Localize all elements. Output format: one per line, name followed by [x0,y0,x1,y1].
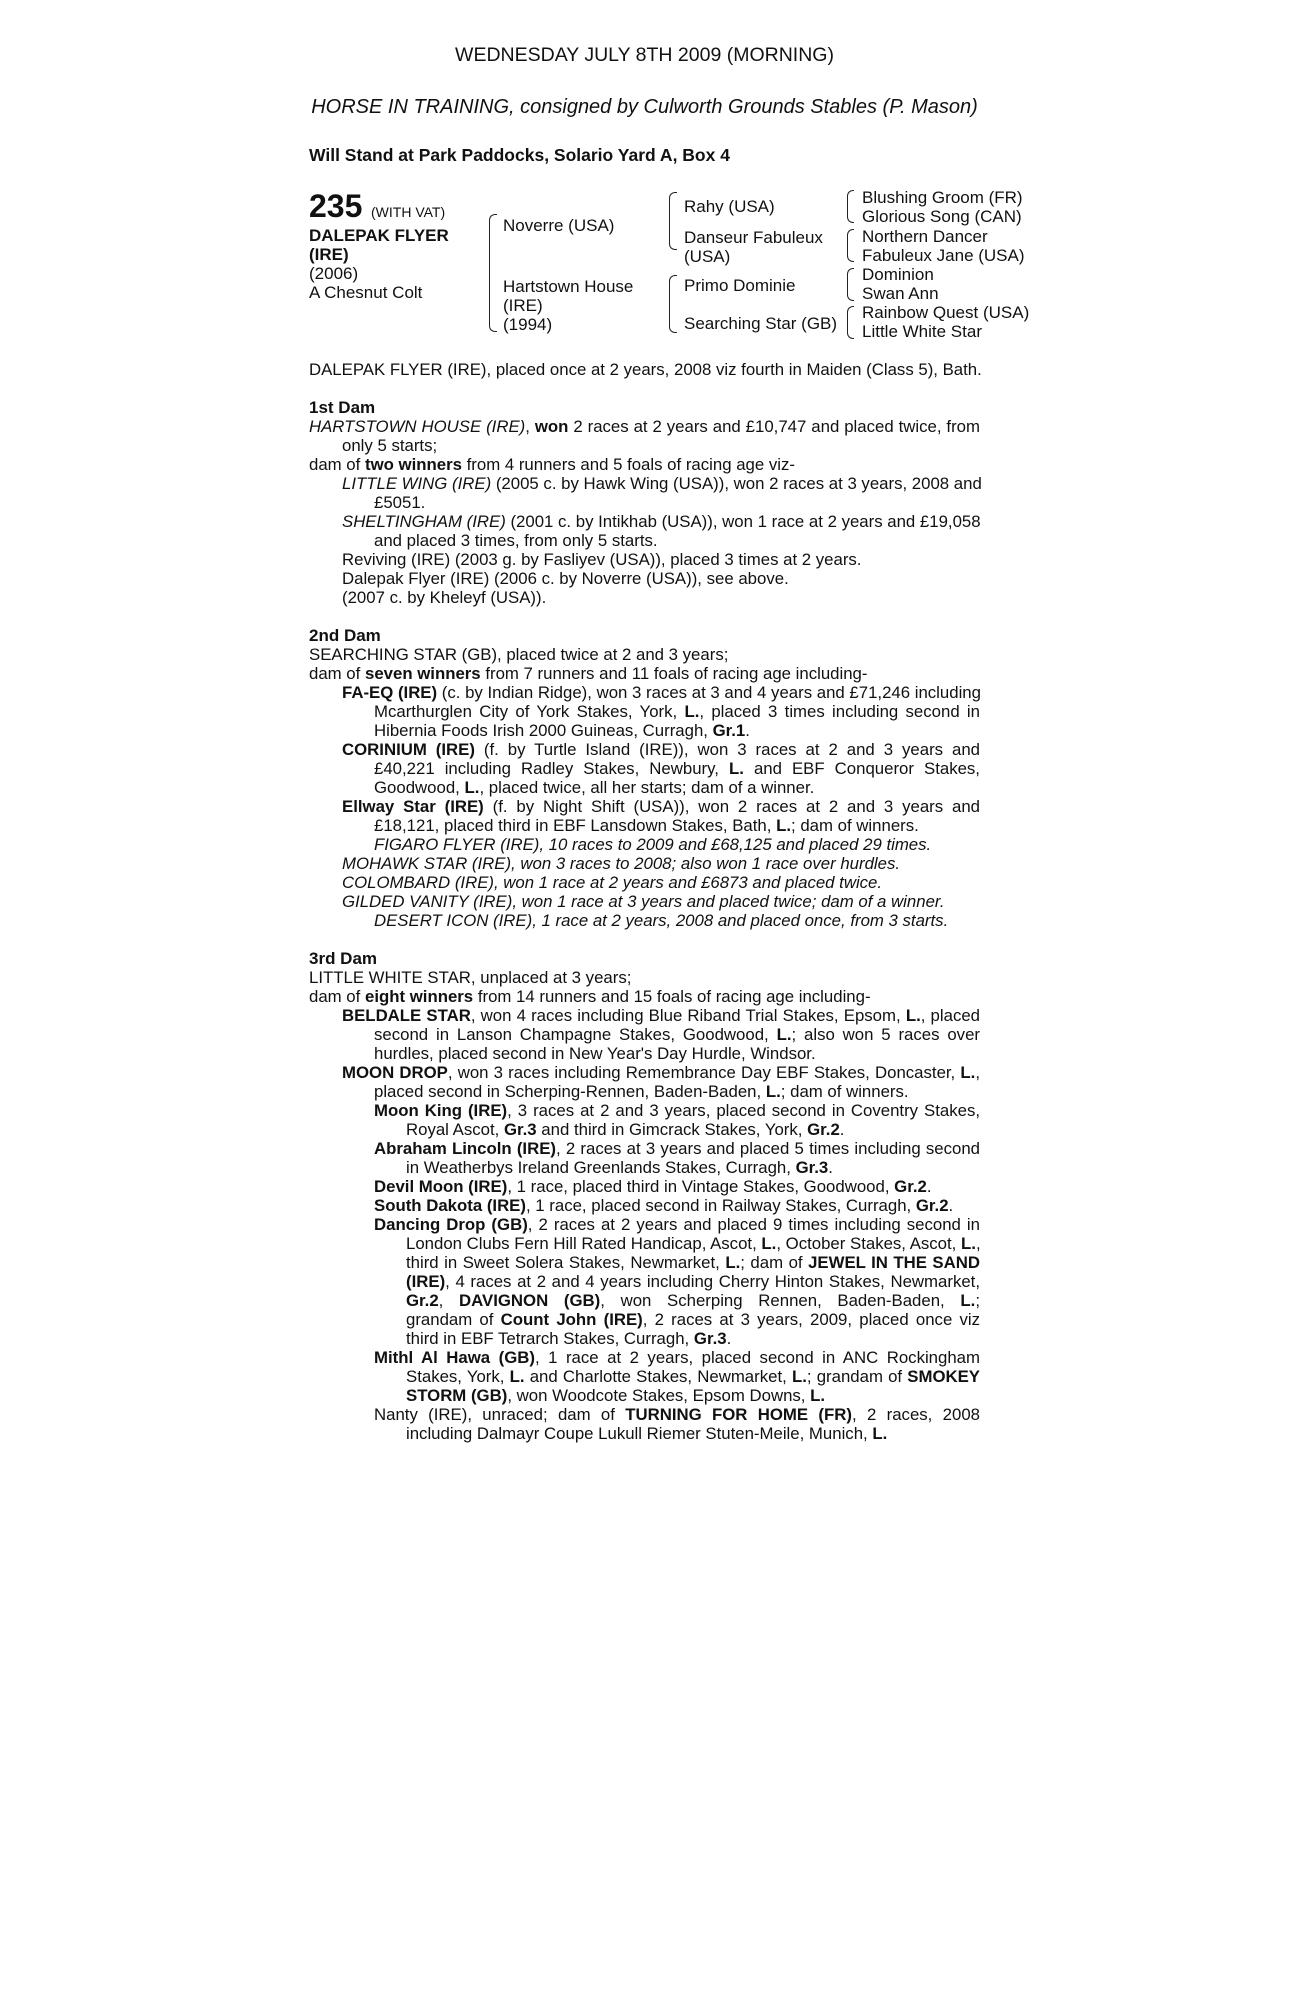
race-grade: L. [725,1253,741,1272]
text-fragment: . [926,1177,932,1196]
produce-entry: MOHAWK STAR (IRE), won 3 races to 2008; also won 1 race over hurdles. [342,854,901,873]
produce-entry [309,1253,980,1272]
text-fragment: ; dam of winners. [780,1082,909,1101]
produce-name: Abraham Lincoln (IRE) [374,1139,556,1158]
text-fragment: and EBF Conqueror Stakes, [753,759,980,778]
race-grade: L. [872,1424,888,1443]
race-grade: L. [684,702,700,721]
text-fragment: (c. by Indian Ridge), won 3 races at 3 and 4 years and £71,246 including [441,683,981,702]
produce-entry [309,1272,980,1291]
produce-entry [309,1006,980,1025]
consignment-line: HORSE IN TRAINING, consigned by Culworth Grounds Stables (P. Mason) [311,96,978,118]
first-dam-line [309,417,980,436]
race-grade: Gr.3 [795,1158,829,1177]
text-fragment: , 2 races at 3 years and placed 5 times including second [555,1139,980,1158]
text-fragment: . [726,1329,732,1348]
produce-entry: Reviving (IRE) (2003 g. by Fasliyev (USA)), placed 3 times at 2 years. [342,550,862,569]
produce-entry: FIGARO FLYER (IRE), 10 races to 2009 and £68,125 and placed 29 times. [374,835,932,854]
text-fragment: 2 races at 2 years and £10,747 and placed twice, from [573,417,980,436]
pedigree-brace-sire [669,192,677,250]
produce-entry [309,474,980,493]
race-grade: L. [761,1234,777,1253]
text-fragment: Stakes, York, [406,1367,505,1386]
produce-name: Ellway Star (IRE) [342,797,484,816]
produce-name: LITTLE WING (IRE) [342,474,492,493]
text-fragment: , placed 3 times including second in [699,702,980,721]
produce-entry [309,1063,980,1082]
race-grade: L. [464,778,480,797]
produce-entry [309,1405,980,1424]
produce-name: Moon King (IRE) [374,1101,508,1120]
race-grade: L. [791,1367,807,1386]
produce-entry [309,816,980,835]
produce-entry [309,1329,980,1348]
pedigree-g4: Fabuleux Jane (USA) [862,246,1025,265]
race-grade: L. [960,1291,976,1310]
race-grade: Gr.3 [693,1329,727,1348]
text-fragment: dam of [309,987,361,1006]
produce-name: FA-EQ (IRE) [342,683,438,702]
produce-name: SHELTINGHAM (IRE) [342,512,506,531]
race-grade: L. [776,816,792,835]
produce-entry: DESERT ICON (IRE), 1 race at 2 years, 2008 and placed once, from 3 starts. [374,911,949,930]
text-fragment: , won Woodcote Stakes, Epsom Downs, [507,1386,806,1405]
produce-entry [309,702,980,721]
first-dam-line: only 5 starts; [342,436,438,455]
produce-entry [309,778,980,797]
pedigree-brace-main [489,214,497,332]
pedigree-brace-g4 [847,306,854,339]
produce-entry [309,797,980,816]
text-fragment: (f. by Turtle Island (IRE)), won 3 races at 2 and 3 years and [483,740,980,759]
produce-entry: £5051. [374,493,426,512]
text-fragment: dam of [309,664,361,683]
horse-name-line2: (IRE) [309,245,349,264]
first-dam-line [309,455,980,474]
winner-count: seven winners [364,664,481,683]
race-grade: L. [905,1006,921,1025]
race-grade: L. [509,1367,525,1386]
text-fragment: , 1 race at 2 years, placed second in ANC Rockingham [534,1348,980,1367]
produce-name: Dancing Drop (GB) [374,1215,528,1234]
produce-entry [309,1310,980,1329]
third-dam-heading: 3rd Dam [309,949,378,968]
text-fragment: , October Stakes, Ascot, [776,1234,957,1253]
text-fragment: , won Scherping Rennen, Baden-Baden, [600,1291,945,1310]
text-fragment: , 1 race, placed second in Railway Stakes, Curragh, [525,1196,912,1215]
race-grade: Gr.2 [807,1120,840,1139]
text-fragment: Hibernia Foods Irish 2000 Guineas, Curragh, [374,721,708,740]
produce-entry: Dalepak Flyer (IRE) (2006 c. by Noverre (USA)), see above. [342,569,789,588]
text-fragment: , 2 races at 3 years, 2009, placed once viz [642,1310,980,1329]
text-fragment: , [975,1063,981,1082]
text-fragment: . [828,1158,833,1177]
text-fragment: in Weatherbys Ireland Greenlands Stakes, Curragh, [406,1158,791,1177]
first-dam-heading: 1st Dam [309,398,376,417]
produce-entry [309,1177,980,1196]
race-grade: L. [961,1234,976,1253]
race-grade: Gr.2 [894,1177,927,1196]
text-fragment: , 1 race, placed third in Vintage Stakes, Goodwood, [507,1177,890,1196]
produce-name: South Dakota (IRE) [374,1196,526,1215]
second-dam-line: SEARCHING STAR (GB), placed twice at 2 and 3 years; [309,645,729,664]
produce-entry [309,721,980,740]
race-grade: L. [765,1082,781,1101]
produce-entry: GILDED VANITY (IRE), won 1 race at 3 years and placed twice; dam of a winner. [342,892,945,911]
text-fragment: ; dam of winners. [791,816,919,835]
foaling-year: (2006) [309,264,359,283]
text-fragment: , won 4 races including Blue Riband Trial Stakes, Epsom, [470,1006,901,1025]
text-fragment: second in Lanson Champagne Stakes, Goodwood, [374,1025,769,1044]
race-grade: Gr.2 [915,1196,949,1215]
pedigree-sire-sire: Rahy (USA) [684,197,775,216]
text-fragment: dam of [309,455,361,474]
text-fragment: third in Sweet Solera Stakes, Newmarket, [406,1253,720,1272]
text-fragment: from 4 runners and 5 foals of racing age viz- [466,455,795,474]
vat-note: (WITH VAT) [371,204,446,220]
text-fragment: ; [975,1291,980,1310]
produce-entry [309,1139,980,1158]
pedigree-sire-dam-line2: (USA) [684,247,731,266]
produce-entry [309,1386,980,1405]
pedigree-brace-g3 [847,268,854,301]
text-fragment: , won 3 races including Remembrance Day EBF Stakes, Doncaster, [447,1063,956,1082]
produce-entry: hurdles, placed second in New Year's Day Hurdle, Windsor. [374,1044,816,1063]
produce-name: MOON DROP [342,1063,448,1082]
won-label: won [534,417,569,436]
race-grade: L. [810,1386,826,1405]
pedigree-g2: Glorious Song (CAN) [862,207,1022,226]
produce-entry [309,1082,980,1101]
text-fragment: . [839,1120,845,1139]
race-grade: Gr.3 [503,1120,537,1139]
sale-date-header: WEDNESDAY JULY 8TH 2009 (MORNING) [455,44,834,66]
produce-entry [309,1348,980,1367]
text-fragment: £40,221 including Radley Stakes, Newbury, [374,759,719,778]
text-fragment: , 2 races, 2008 [851,1405,980,1424]
produce-entry [309,512,980,531]
produce-entry [309,759,980,778]
pedigree-g7: Rainbow Quest (USA) [862,303,1030,322]
text-fragment: , placed [920,1006,981,1025]
stand-location: Will Stand at Park Paddocks, Solario Yard A, Box 4 [309,145,730,165]
pedigree-g5: Dominion [862,265,934,284]
winner-count: eight winners [364,987,474,1006]
text-fragment: ; dam of [740,1253,803,1272]
pedigree-dam-dam: Searching Star (GB) [684,314,838,333]
text-fragment: £18,121, placed third in EBF Lansdown Stakes, Bath, [374,816,772,835]
text-fragment: Goodwood, [374,778,460,797]
produce-entry: and placed 3 times, from only 5 starts. [374,531,658,550]
winner-count: two winners [364,455,462,474]
text-fragment: from 14 runners and 15 foals of racing age including- [477,987,871,1006]
lot-number: 235 [309,188,363,224]
pedigree-dam-line1: Hartstown House [503,277,634,296]
dam-sections [309,398,980,1443]
produce-entry [309,1196,980,1215]
produce-entry: (2007 c. by Kheleyf (USA)). [342,588,547,607]
produce-entry [309,1367,980,1386]
produce-name: Mithl Al Hawa (GB) [374,1348,535,1367]
second-dam-heading: 2nd Dam [309,626,381,645]
race-grade: Gr.2 [406,1291,439,1310]
text-fragment: . [745,721,750,740]
pedigree-brace-g1 [847,190,854,223]
produce-name: BELDALE STAR [342,1006,471,1025]
text-fragment: placed second in Scherping-Rennen, Baden-Baden, [374,1082,762,1101]
text-fragment: , [438,1291,444,1310]
horse-name-line1: DALEPAK FLYER [309,226,449,245]
produce-name: DAVIGNON (GB) [459,1291,601,1310]
produce-entry [309,1291,980,1310]
produce-name: STORM (GB) [406,1386,508,1405]
text-fragment: , placed twice, all her starts; dam of a winner. [479,778,815,797]
text-fragment: and third in Gimcrack Stakes, York, [541,1120,803,1139]
produce-name: CORINIUM (IRE) [342,740,475,759]
text-fragment: London Clubs Fern Hill Rated Handicap, Ascot, [406,1234,757,1253]
text-fragment: , [525,417,530,436]
text-fragment: (2005 c. by Hawk Wing (USA)), won 2 races at 3 years, 2008 and [495,474,982,493]
pedigree-dam-sire: Primo Dominie [684,276,796,295]
pedigree-dam-line2: (IRE) [503,296,543,315]
pedigree-g3: Northern Dancer [862,227,988,246]
produce-name: TURNING FOR HOME (FR) [625,1405,852,1424]
pedigree-g6: Swan Ann [862,284,939,303]
produce-name: SMOKEY [907,1367,980,1386]
dam-name: HARTSTOWN HOUSE (IRE) [309,417,526,436]
racing-summary: DALEPAK FLYER (IRE), placed once at 2 years, 2008 viz fourth in Maiden (Class 5), Bath. [309,360,982,379]
produce-entry [309,683,980,702]
text-fragment: (f. by Night Shift (USA)), won 2 races at 2 and 3 years and [492,797,981,816]
produce-entry [309,1101,980,1120]
produce-name: JEWEL IN THE SAND [808,1253,980,1272]
horse-name [309,226,449,264]
produce-name: Devil Moon (IRE) [374,1177,508,1196]
text-fragment: , 4 races at 2 and 4 years including Cherry Hinton Stakes, Newmarket, [445,1272,980,1291]
produce-entry [309,1215,980,1234]
pedigree-g8: Little White Star [862,322,982,341]
pedigree-sire: Noverre (USA) [503,216,615,235]
pedigree-brace-g2 [847,229,854,262]
text-fragment: , 2 races at 2 years and placed 9 times including second in [527,1215,980,1234]
produce-name: (IRE) [406,1272,446,1291]
text-fragment: . [948,1196,954,1215]
text-fragment: Nanty (IRE), unraced; dam of [374,1405,615,1424]
pedigree-brace-dam [669,275,677,333]
text-fragment: ; also won 5 races over [791,1025,980,1044]
text-fragment: Royal Ascot, [406,1120,500,1139]
text-fragment: , 3 races at 2 and 3 years, placed second in Coventry Stakes, [507,1101,980,1120]
text-fragment: and Charlotte Stakes, Newmarket, [529,1367,787,1386]
text-fragment: , [975,1234,981,1253]
text-fragment: (2001 c. by Intikhab (USA)), won 1 race at 2 years and £19,058 [510,512,981,531]
race-grade: L. [728,759,744,778]
third-dam-line [309,987,980,1006]
pedigree-g1: Blushing Groom (FR) [862,188,1023,207]
pedigree-dam-line3: (1994) [503,315,553,334]
text-fragment: from 7 runners and 11 foals of racing age including- [485,664,868,683]
produce-entry [309,1158,980,1177]
text-fragment: Mcarthurglen City of York Stakes, York, [374,702,678,721]
pedigree-sire-dam-line1: Danseur Fabuleux [684,228,823,247]
produce-name: Count John (IRE) [500,1310,643,1329]
horse-description: A Chesnut Colt [309,283,423,302]
text-fragment: including Dalmayr Coupe Lukull Riemer Stuten-Meile, Munich, [406,1424,868,1443]
text-fragment: third in EBF Tetrarch Stakes, Curragh, [406,1329,690,1348]
produce-entry [309,1234,980,1253]
second-dam-line [309,664,980,683]
third-dam-line: LITTLE WHITE STAR, unplaced at 3 years; [309,968,632,987]
produce-entry [309,1025,980,1044]
race-grade: L. [960,1063,976,1082]
text-fragment: grandam of [406,1310,494,1329]
race-grade: L. [776,1025,792,1044]
produce-entry [309,740,980,759]
race-grade: Gr.1 [712,721,746,740]
produce-entry [309,1120,980,1139]
text-fragment: ; grandam of [806,1367,903,1386]
produce-entry [309,1424,980,1443]
produce-entry: COLOMBARD (IRE), won 1 race at 2 years and £6873 and placed twice. [342,873,883,892]
